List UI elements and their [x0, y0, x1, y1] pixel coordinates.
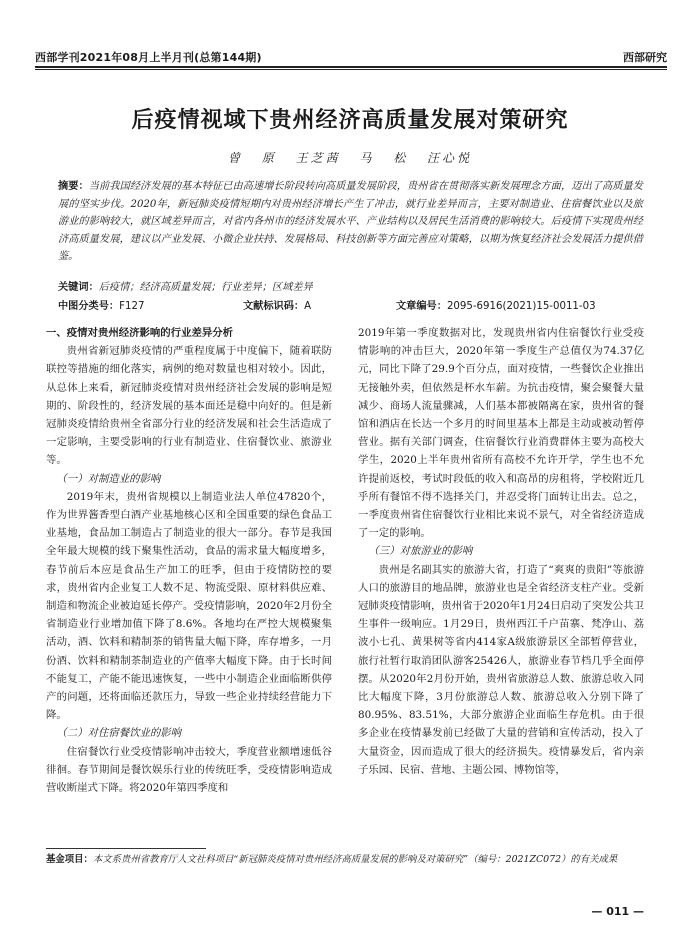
paragraph: 贵州是名副其实的旅游大省，打造了“爽爽的贵阳”等旅游人口的旅游目的地品牌，旅游业也是全省经济支柱产业。受新冠肺炎疫情影响，贵州省于2020年1月24日启动了突发公共卫生事件一级响应。1月29日，贵州西江千户苗寨、梵净山、荔波小七孔、黄果树等省内414家A级旅游景区全部暂停营业，旅行社暂行取消团队游客25426人，旅游业春节档几乎全面停摆。从2020年2月份开始，贵州省旅游总人数、旅游总收入同比大幅度下降，3月份旅游总人数、旅游总收入分别下降了80.95%、83.51%，大部分旅游企业面临生存危机。由于很多企业在疫情暴发前已经做了大量的营销和宣传活动，投入了大量资金，因而造成了很大的经济损失。疫情暴发后，省内亲子乐园、民宿、营地、主题公园、博物馆等，: [358, 563, 644, 776]
footnote-label: 基金项目：: [46, 854, 93, 865]
subsection-heading: （二）对住宿餐饮业的影响: [56, 727, 182, 740]
footnote-rule: [46, 848, 206, 849]
article-number: 文章编号：2095-6916(2021)15-0011-03: [396, 301, 596, 312]
subsection-heading: （三）对旅游业的影响: [368, 545, 473, 558]
journal-issue-line: 西部学刊2021年08月上半月刊(总第144期): [35, 51, 262, 64]
classification-row: [58, 297, 643, 313]
abstract-label: 摘要：: [58, 180, 89, 192]
keywords-text: 后疫情；经济高质量发展；行业差异；区域差异: [98, 282, 313, 293]
document-code: 文献标识码：A: [243, 301, 312, 312]
footnote-text: 本文系贵州省教育厅人文社科项目“新冠肺炎疫情对贵州经济高质量发展的影响及对策研究”（编号：2021ZC072）的有关成果: [92, 854, 618, 865]
paragraph: 贵州省新冠肺炎疫情的严重程度属于中度偏下，随着联防联控等措施的细化落实，病例的绝对数量也相对较小。因此，从总体上来看，新冠肺炎疫情对贵州经济社会发展的影响是短期的、阶段性的，经济发展的基本面还是稳中向好的。但是新冠肺炎疫情给贵州全省部分行业的经济发展和社会生活造成了一定影响，主要受影响的行业有制造业、住宿餐饮业、旅游业等。: [46, 345, 332, 467]
body-column-left: [46, 324, 332, 797]
section-name: 西部研究: [623, 51, 667, 64]
keywords-label: 关键词：: [58, 281, 99, 293]
clc-number: 中图分类号：F127: [58, 301, 145, 312]
header-rule: [35, 66, 667, 68]
keywords: [58, 279, 643, 296]
section-heading: 一、疫情对贵州经济影响的行业差异分析: [46, 327, 234, 339]
abstract: [58, 178, 643, 266]
article-title: 后疫情视域下贵州经济高质量发展对策研究: [131, 108, 569, 133]
body-column-right: [358, 324, 644, 779]
abstract-text: 当前我国经济发展的基本特征已由高速增长阶段转向高质量发展阶段，贵州省在贯彻落实新发展理念方面，迈出了高质量发展的坚实步伐。2020年，新冠肺炎疫情短期内对贵州经济增长产生了冲击，就行业差异而言，主要对制造业、住宿餐饮业以及旅游业的影响较大，就区域差异而言，对省内各州市的经济发展水平、产业结构以及居民生活消费的影响较大。后疫情下实现贵州经济高质量发展，建议以产业发展、小微企业扶持、发展格局、科技创新等方面完善应对策略，以期为恢复经济社会发展活力提供借鉴。: [58, 181, 643, 263]
paragraph: 2019年末，贵州省规模以上制造业法人单位47820个，作为世界酱香型白酒产业基地核心区和全国重要的绿色食品工业基地，食品加工制造占了制造业的很大一部分。春节是我国全年最大规模的线下聚集性活动，食品的需求量大幅度增多，春节前后本应是食品生产加工的旺季，但由于疫情防控的要求，贵州省内企业复工人数不足、物流受限、原材料供应难、制造和物流企业被迫延长停产。受疫情影响，2020年2月份全省制造业行业增加值下降了8.6%。各地均在严控大规模聚集活动，酒、饮料和精制茶的销售量大幅下降，库存增多，一月份酒、饮料和精制茶制造业的产值率大幅度下降。由于长时间不能复工，产能不能迅速恢复，一些中小制造企业面临断供停产的问题，还将面临还款压力，导致一些企业持续经营能力下降。: [46, 490, 332, 722]
article-authors: 曾 原 王芝茜 马 松 汪心悦: [227, 151, 473, 165]
funding-footnote: [46, 852, 646, 867]
page-number: — 011 —: [591, 905, 644, 918]
paragraph: 2019年第一季度数据对比，发现贵州省内住宿餐饮行业受疫情影响的冲击巨大，2020年第一季度生产总值仅为74.37亿元，同比下降了29.9个百分点，面对疫情，一些餐饮企业推出无接触外卖，但依然是杯水车薪。为抗击疫情，聚会聚餐大量减少、商场人流量骤减，人们基本都被隔离在家，贵州省的餐馆和酒店在长达一个多月的时间里基本上都是主动或被动暂停营业。据有关部门调查，住宿餐饮行业消费群体主要为高校大学生，2020上半年贵州省所有高校不允许开学，学生也不允许提前返校，考试时段低的收入和高昂的房租将，学校附近几乎所有餐馆不得不选择关门，并忍受将门面转让出去。总之，一季度贵州省住宿餐饮行业相比来说不景气，对全省经济造成了一定的影响。: [358, 327, 644, 540]
subsection-heading: （一）对制造业的影响: [56, 472, 161, 485]
header-rule-thin: [35, 69, 667, 70]
paragraph: 住宿餐饮行业受疫情影响冲击较大，季度营业额增速低谷徘徊。春节期间是餐饮娱乐行业的传统旺季，受疫情影响造成营收断崖式下降。将2020年第四季度和: [46, 745, 332, 795]
